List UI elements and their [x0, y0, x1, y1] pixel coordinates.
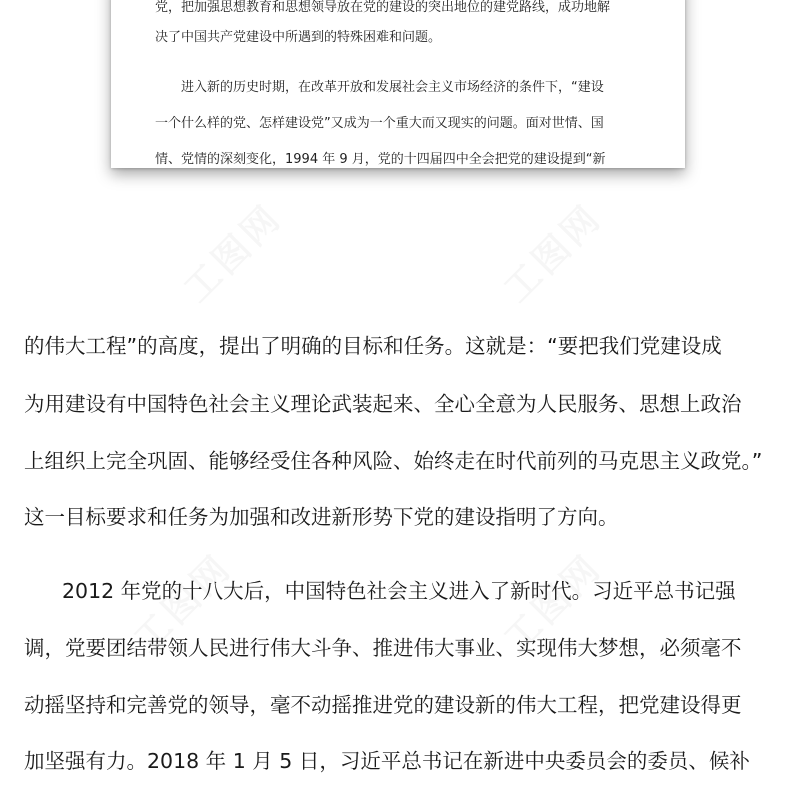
card-text-line: 决了中国共产党建设中所遇到的特殊困难和问题。 — [155, 30, 442, 45]
body-text-line: 这一目标要求和任务为加强和改进新形势下党的建设指明了方向。 — [24, 505, 619, 529]
body-text-line: 为用建设有中国特色社会主义理论武装起来、全心全意为人民服务、思想上政治 — [24, 392, 742, 416]
body-text-line: 2012 年党的十八大后，中国特色社会主义进入了新时代。习近平总书记强 — [62, 579, 736, 603]
card-text-line: 一个什么样的党、怎样建设党”又成为一个重大而又现实的问题。面对世情、国 — [155, 116, 604, 131]
body-text-line: 上组织上完全巩固、能够经受住各种风险、始终走在时代前列的马克思主义政党。” — [24, 449, 763, 473]
page-preview-card — [111, 0, 685, 168]
body-text-line: 调，党要团结带领人民进行伟大斗争、推进伟大事业、实现伟大梦想，必须毫不 — [24, 636, 742, 660]
card-text-line: 情、党情的深刻变化，1994 年 9 月，党的十四届四中全会把党的建设提到“新 — [155, 152, 606, 167]
body-text-line: 加坚强有力。2018 年 1 月 5 日，习近平总书记在新进中央委员会的委员、候补 — [24, 749, 750, 773]
watermark — [171, 156, 319, 304]
body-text-line: 动摇坚持和完善党的领导，毫不动摇推进党的建设新的伟大工程，把党建设得更 — [24, 693, 742, 717]
card-text-line: 党，把加强思想教育和思想领导放在党的建设的突出地位的建党路线，成功地解 — [155, 0, 611, 15]
body-text-line: 的伟大工程”的高度，提出了明确的目标和任务。这就是：“要把我们党建设成 — [24, 334, 722, 358]
card-text-line: 进入新的历史时期，在改革开放和发展社会主义市场经济的条件下，“建设 — [181, 80, 604, 95]
watermark — [491, 156, 639, 304]
